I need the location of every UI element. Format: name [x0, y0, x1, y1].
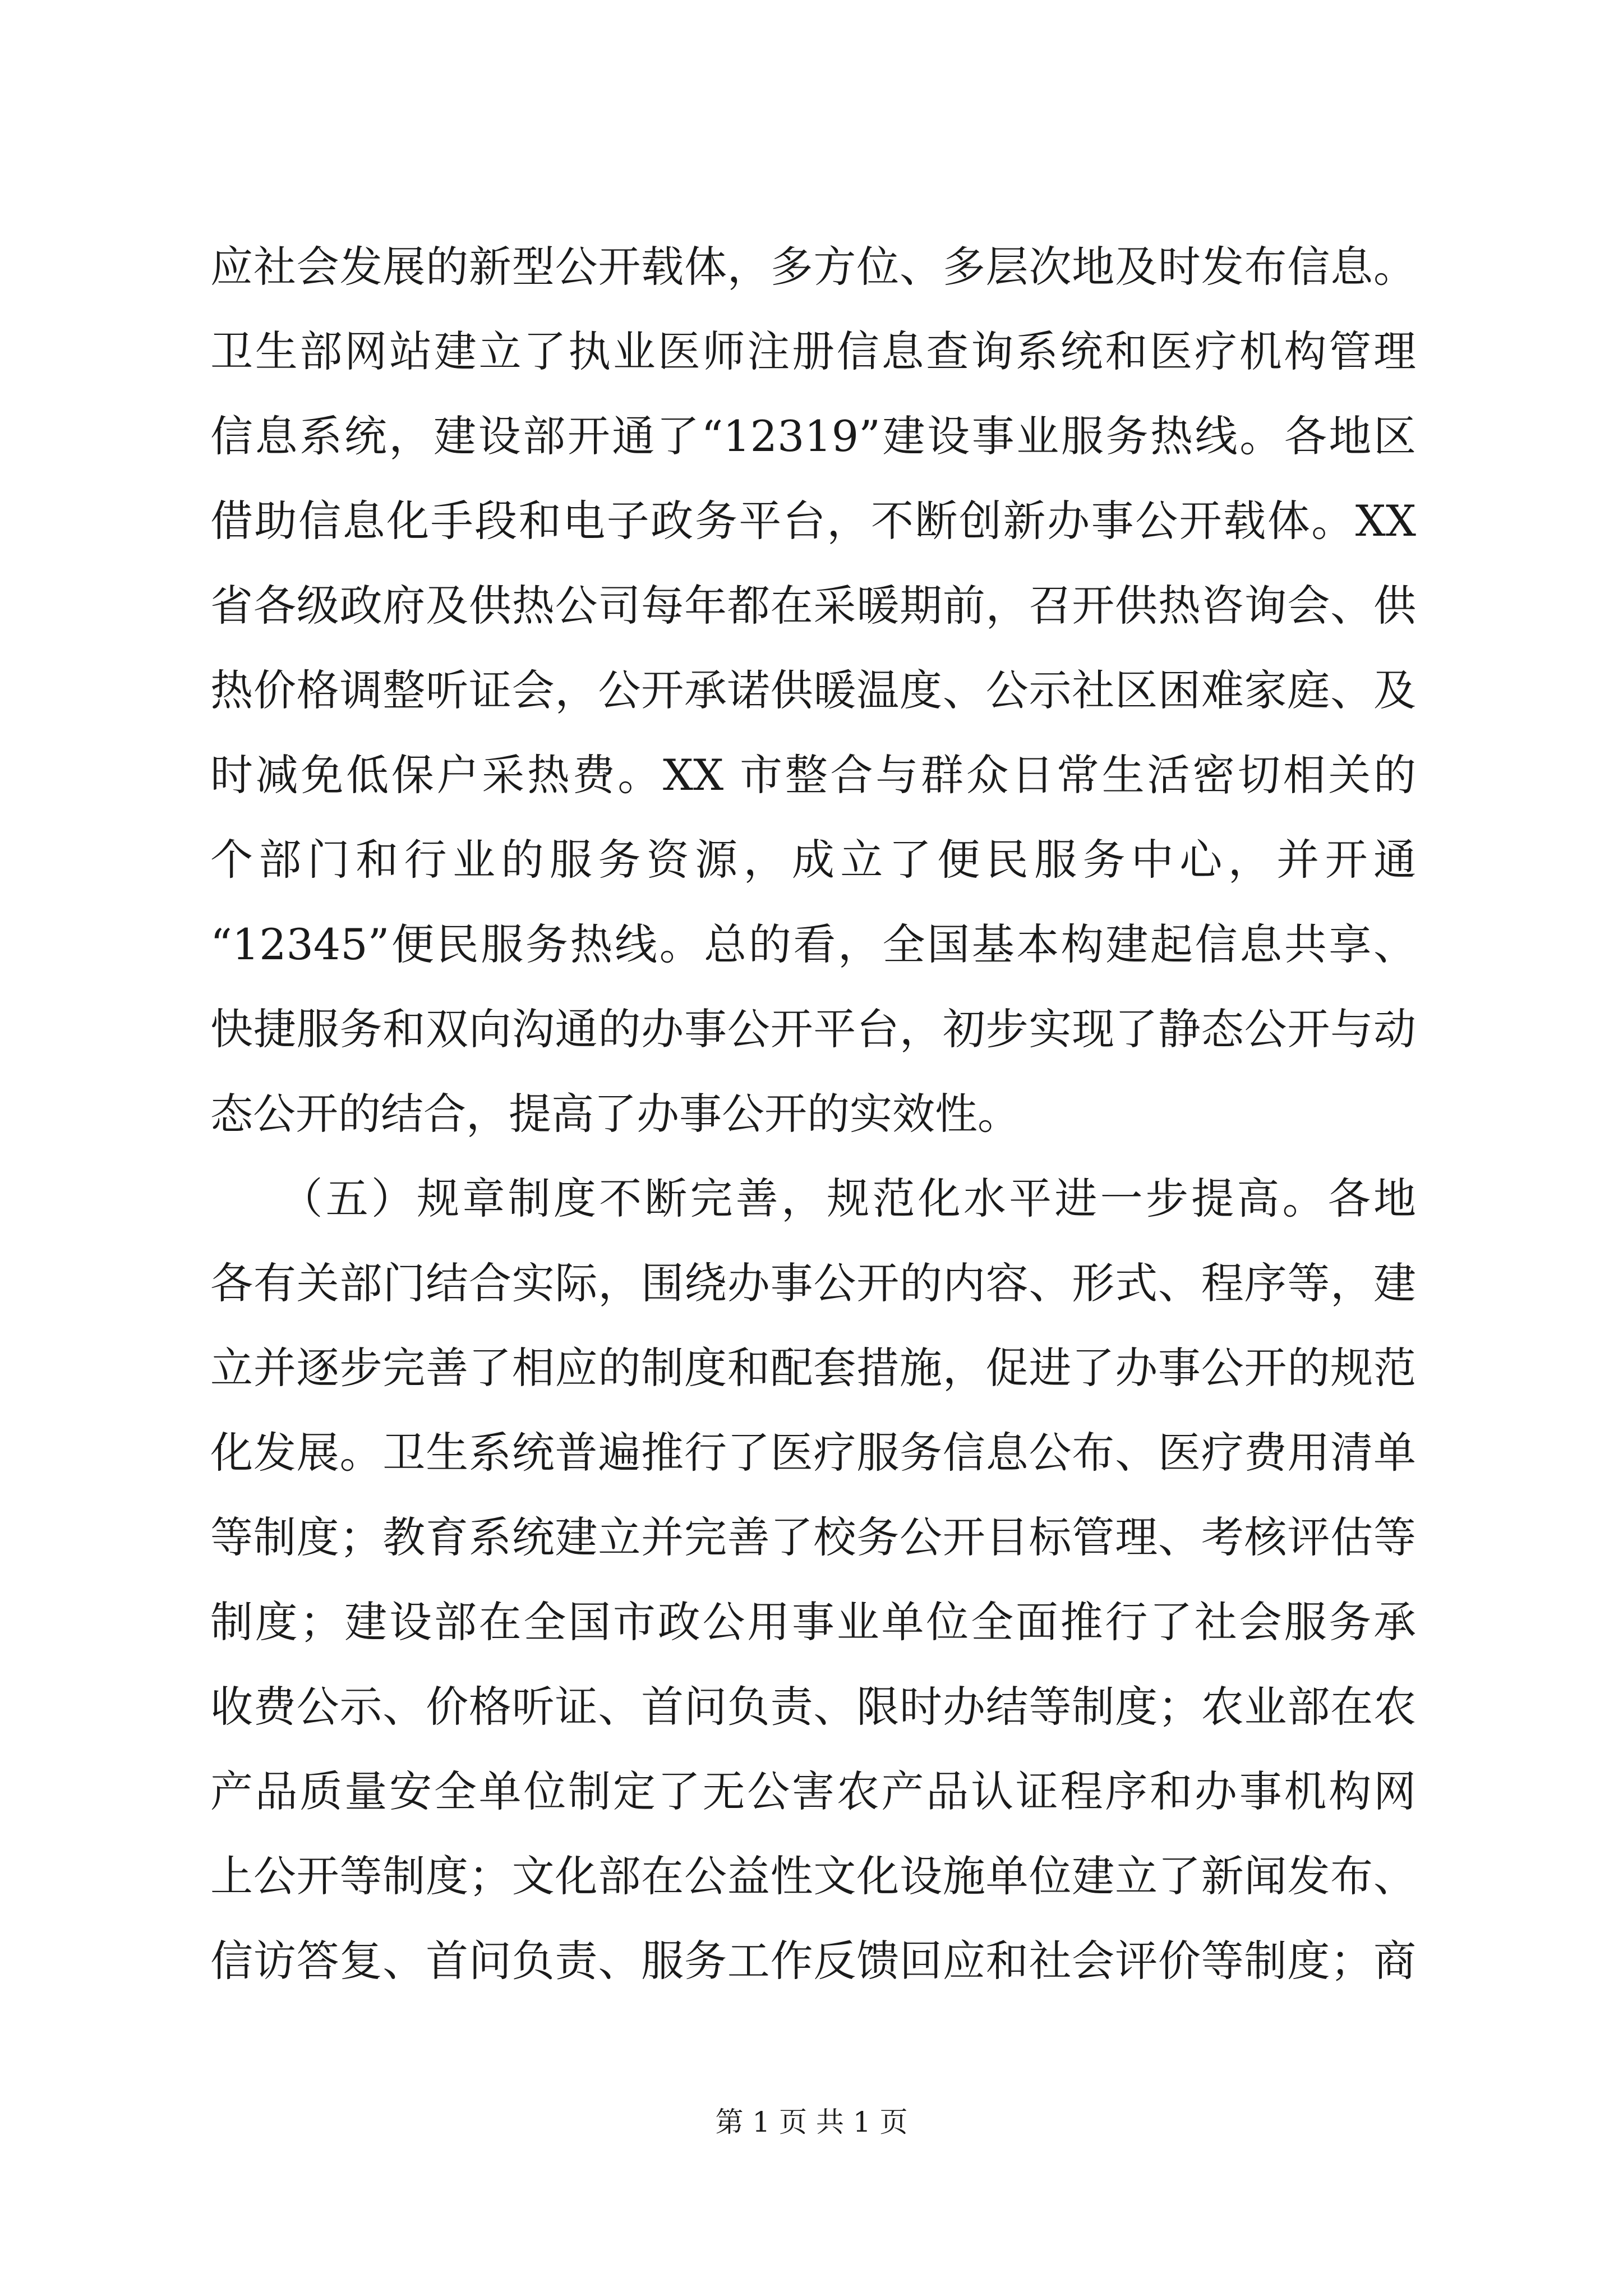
text-line: 上公开等制度；文化部在公益性文化设施单位建立了新闻发布、 — [210, 1851, 1416, 1901]
text-line: 快捷服务和双向沟通的办事公开平台，初步实现了静态公开与动 — [210, 1004, 1416, 1054]
text-line: 信访答复、首问负责、服务工作反馈回应和社会评价等制度；商 — [210, 1936, 1416, 1986]
text-line: （五）规章制度不断完善，规范化水平进一步提高。各地 — [301, 1174, 1416, 1223]
text-line: 借助信息化手段和电子政务平台，不断创新办事公开载体。XX — [210, 496, 1416, 546]
text-line: 立并逐步完善了相应的制度和配套措施，促进了办事公开的规范 — [210, 1343, 1416, 1393]
text-line: 卫生部网站建立了执业医师注册信息查询系统和医疗机构管理 — [210, 326, 1416, 376]
text-line: 产品质量安全单位制定了无公害农产品认证程序和办事机构网 — [210, 1766, 1416, 1816]
text-line: 时减免低保户采热费。XX 市整合与群众日常生活密切相关的 — [210, 750, 1416, 800]
text-line: 态公开的结合，提高了办事公开的实效性。 — [210, 1089, 1020, 1139]
text-line: 个部门和行业的服务资源，成立了便民服务中心，并开通 — [210, 835, 1416, 885]
text-line: 收费公示、价格听证、首问负责、限时办结等制度；农业部在农 — [210, 1682, 1416, 1732]
text-line: 等制度；教育系统建立并完善了校务公开目标管理、考核评估等 — [210, 1512, 1416, 1562]
text-line: 各有关部门结合实际，围绕办事公开的内容、形式、程序等，建 — [210, 1258, 1416, 1308]
text-line: 化发展。卫生系统普遍推行了医疗服务信息公布、医疗费用清单 — [210, 1428, 1416, 1478]
page-number-label: 第 1 页 共 1 页 — [715, 2106, 908, 2138]
text-line: 省各级政府及供热公司每年都在采暖期前，召开供热咨询会、供 — [210, 581, 1416, 631]
text-line: 应社会发展的新型公开载体，多方位、多层次地及时发布信息。 — [210, 242, 1416, 292]
text-line: 制度；建设部在全国市政公用事业单位全面推行了社会服务承 — [210, 1597, 1416, 1647]
text-line: 热价格调整听证会，公开承诺供暖温度、公示社区困难家庭、及 — [210, 665, 1416, 715]
body-text — [210, 224, 1416, 2003]
page-footer — [0, 2102, 1623, 2142]
text-line: 信息系统，建设部开通了“12319”建设事业服务热线。各地区 — [210, 411, 1416, 461]
text-line: “12345”便民服务热线。总的看，全国基本构建起信息共享、 — [210, 919, 1416, 969]
